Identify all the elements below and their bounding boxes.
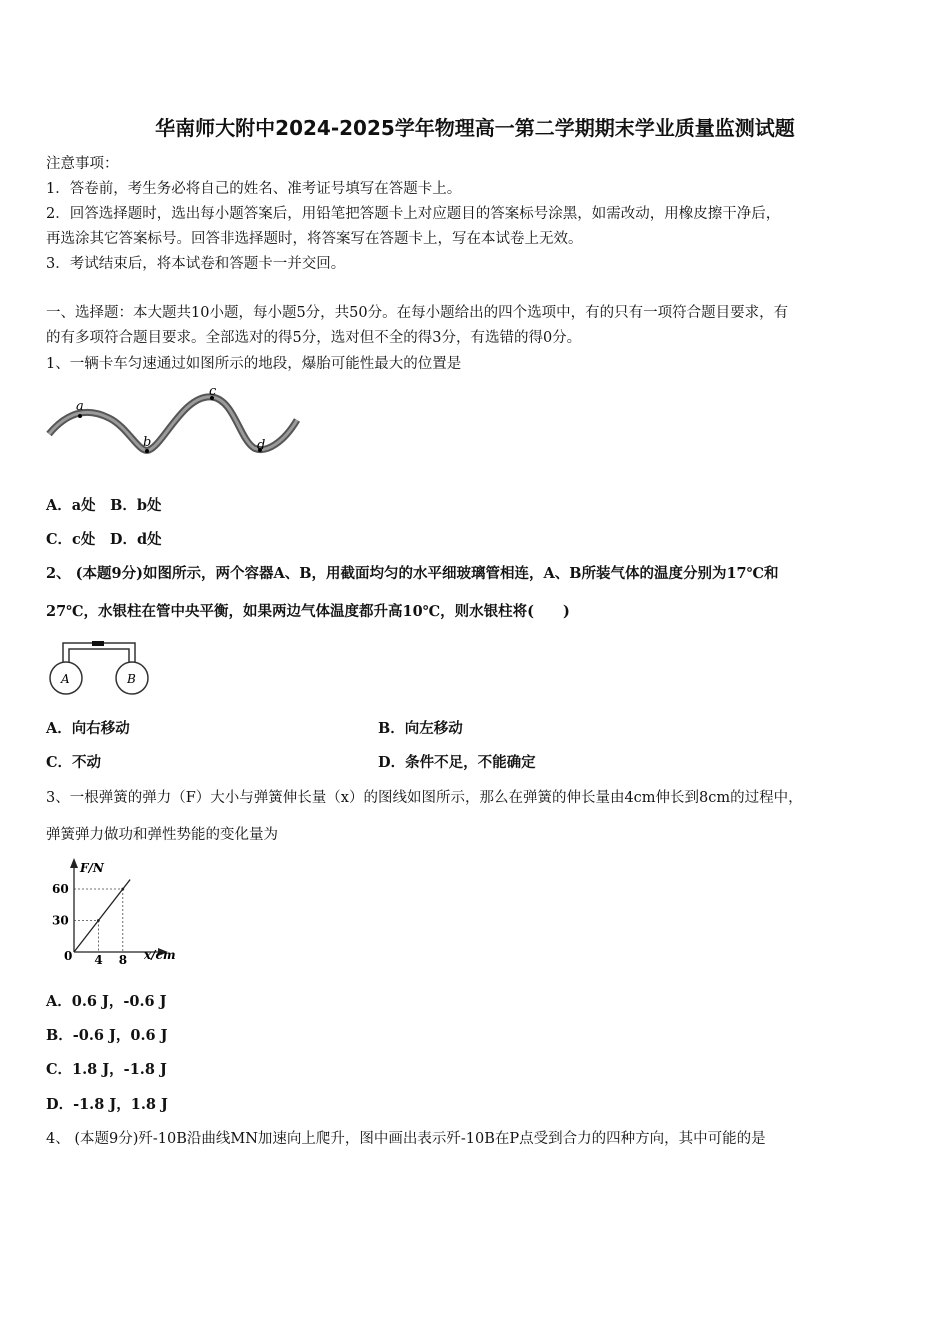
q3-option-b: B．-0.6 J，0.6 J [46, 1027, 168, 1044]
q2-option-b: B．向左移动 [378, 720, 463, 737]
q3-option-c: C．1.8 J，-1.8 J [46, 1061, 167, 1078]
label-a: a [76, 399, 84, 414]
section-intro-line2: 的有多项符合题目要求。全部选对的得5分，选对但不全的得3分，有选错的得0分。 [46, 330, 582, 346]
x-tick-label-2: 8 [118, 953, 128, 967]
y-tick-label-1: 30 [52, 913, 69, 928]
data-point-1 [97, 919, 100, 922]
q2-option-d: D．条件不足，不能确定 [378, 754, 536, 771]
q2-stem-line1: 2、 (本题9分)如图所示，两个容器A、B，用截面均匀的水平细玻璃管相连，A、B所装气体的温度分别为17℃和 [46, 565, 779, 582]
q2-option-a: A．向右移动 [46, 720, 130, 737]
q2-option-c: C．不动 [46, 754, 102, 771]
q3-option-d: D．-1.8 J，1.8 J [46, 1096, 168, 1113]
notice-item-3: 3．考试结束后，将本试卷和答题卡一并交回。 [46, 256, 346, 272]
notice-item-1: 1．答卷前，考生务必将自己的姓名、准考证号填写在答题卡上。 [46, 181, 462, 197]
data-line [74, 880, 130, 952]
page-title: 华南师大附中2024-2025学年物理高一第二学期期末学业质量监测试题 [155, 116, 795, 140]
q2-containers-figure [44, 636, 164, 698]
q1-road-figure [44, 382, 308, 466]
origin-label: 0 [64, 949, 73, 963]
y-axis-label: F/N [80, 861, 104, 875]
q3-option-a: A．0.6 J，-0.6 J [46, 993, 167, 1010]
x-tick-label-1: 4 [94, 953, 103, 967]
y-tick-label-2: 60 [52, 882, 69, 896]
data-point-2 [121, 888, 124, 891]
label-b: b [143, 435, 152, 450]
q2-stem-line2: 27℃，水银柱在管中央平衡，如果两边气体温度都升高10℃，则水银柱将( ) [46, 603, 570, 620]
q3-force-graph [44, 852, 184, 968]
q1-options-row1: A．a处 B．b处 [46, 497, 162, 514]
q3-stem-line1: 3、一根弹簧的弹力（F）大小与弹簧伸长量（x）的图线如图所示，那么在弹簧的伸长量由4cm伸长到8cm的过程中， [46, 790, 803, 806]
x-axis-label: x/cm [144, 948, 176, 962]
q1-stem: 1、一辆卡车匀速通过如图所示的地段，爆胎可能性最大的位置是 [46, 356, 462, 372]
q3-stem-line2: 弹簧弹力做功和弹性势能的变化量为 [46, 827, 278, 843]
section-intro-line1: 一、选择题：本大题共10小题，每小题5分，共50分。在每小题给出的四个选项中，有的只有一项符合题目要求，有 [46, 305, 789, 321]
label-container-a: A [61, 672, 70, 686]
q4-stem: 4、 (本题9分)歼-10B沿曲线MN加速向上爬升，图中画出表示歼-10B在P点受到合力的四种方向，其中可能的是 [46, 1131, 766, 1147]
label-container-b: B [127, 672, 136, 686]
notice-heading: 注意事项： [46, 156, 119, 172]
notice-item-2-cont: 再选涂其它答案标号。回答非选择题时，将答案写在答题卡上，写在本试卷上无效。 [46, 231, 583, 247]
label-c: c [209, 384, 217, 399]
label-d: d [257, 438, 266, 453]
notice-item-2: 2．回答选择题时，选出每小题答案后，用铅笔把答题卡上对应题目的答案标号涂黑，如需改动，用橡皮擦干净后， [46, 206, 781, 222]
q1-options-row2: C．c处 D．d处 [46, 531, 162, 548]
y-axis-arrow [70, 858, 78, 868]
